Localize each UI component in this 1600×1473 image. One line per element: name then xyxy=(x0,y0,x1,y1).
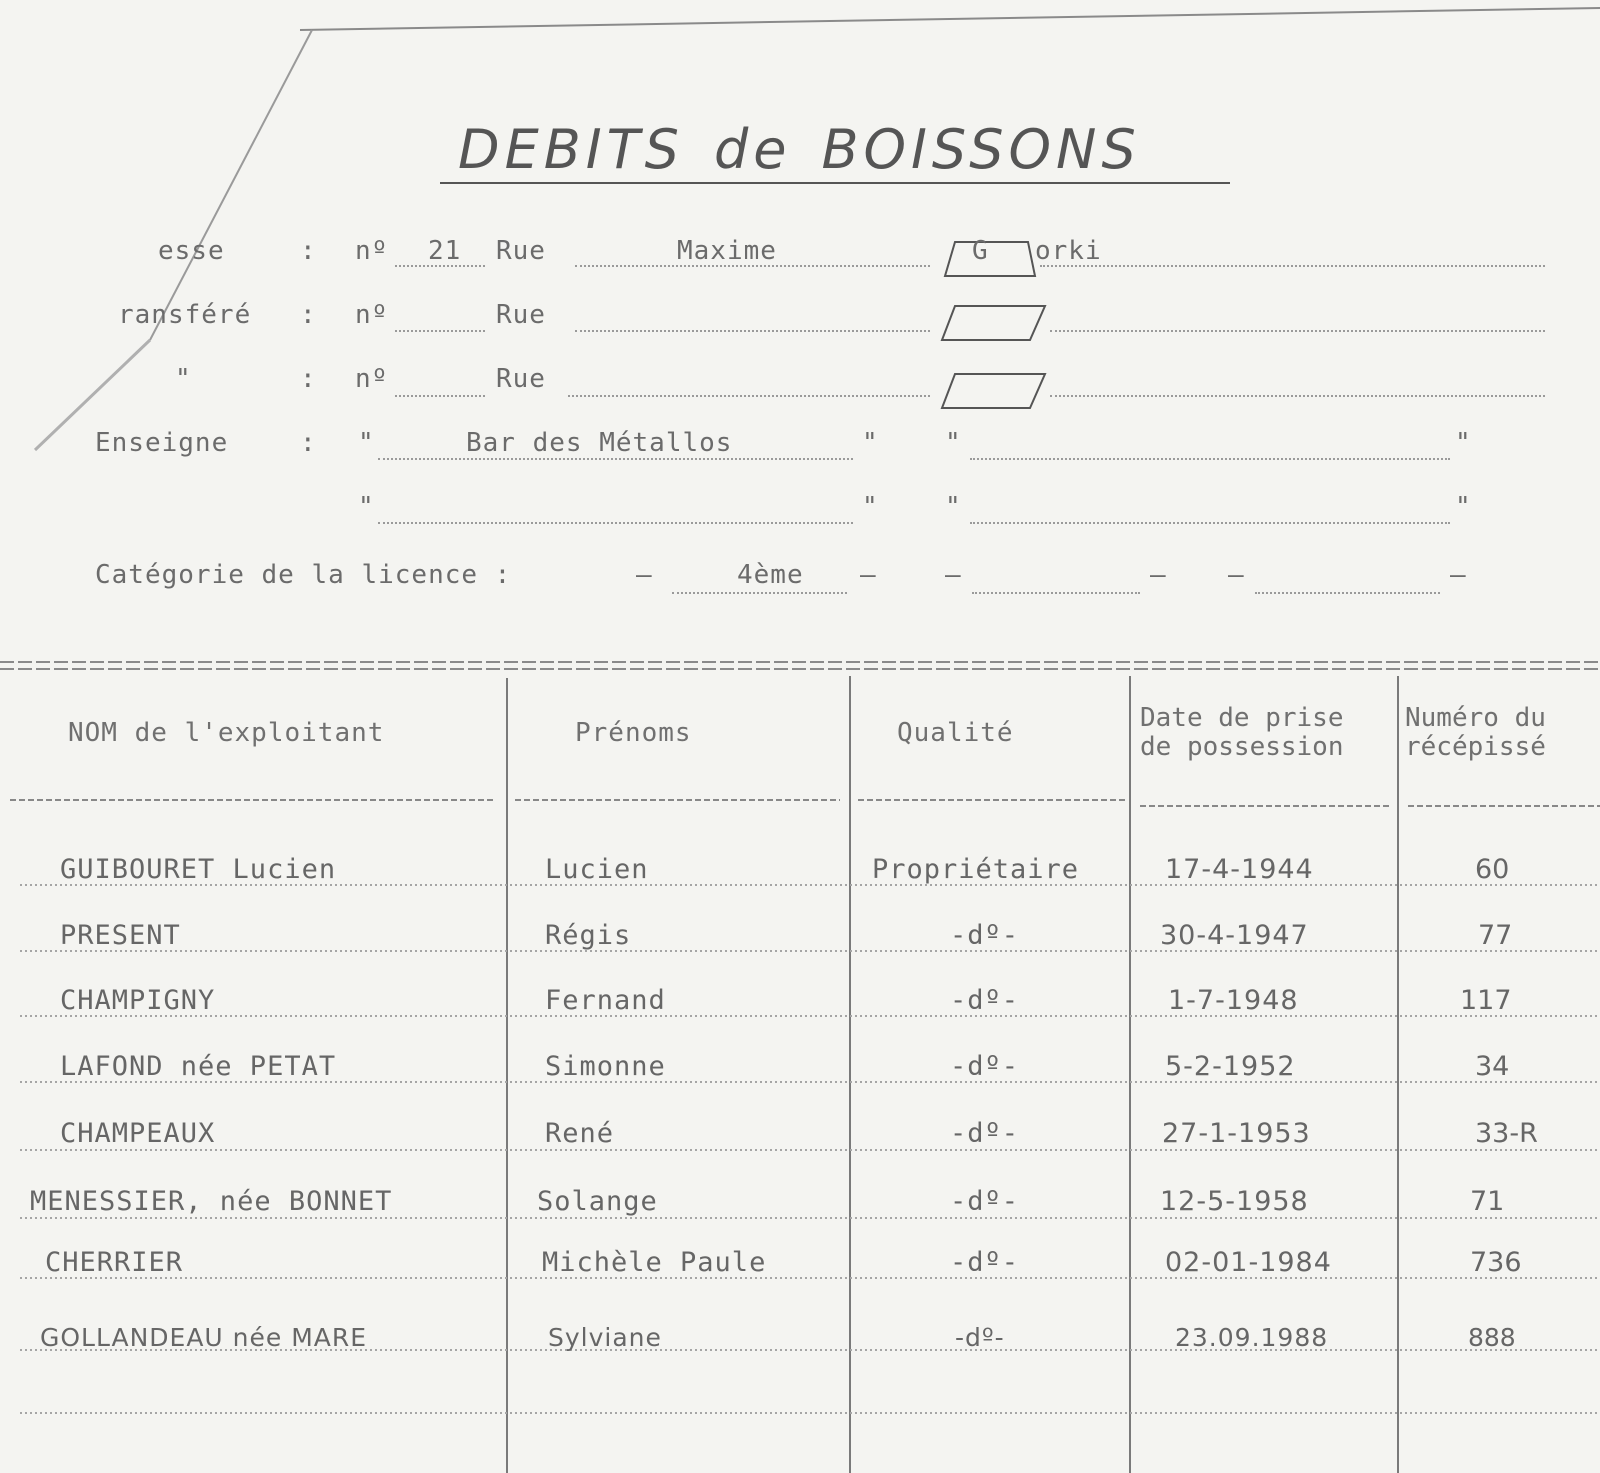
cell-qualite: -dº- xyxy=(955,1323,1005,1352)
cell-date: 1-7-1948 xyxy=(1168,985,1299,1016)
transfer1-rue-label: Rue xyxy=(496,300,546,330)
address-number: 21 xyxy=(428,236,462,266)
categorie-label: Catégorie de la licence : xyxy=(95,560,512,590)
categorie-dash-4: – xyxy=(1150,560,1167,590)
cell-nom: LAFOND née PETAT xyxy=(60,1051,337,1082)
address-label: esse xyxy=(158,236,225,266)
cell-numero: 77 xyxy=(1478,920,1513,951)
enseigne2-quote-open: " xyxy=(358,492,375,522)
cell-nom: CHERRIER xyxy=(45,1247,184,1278)
enseigne2-quote-open-2: " xyxy=(945,492,962,522)
enseigne-quote-close: " xyxy=(862,428,879,458)
header-nom: NOM de l'exploitant xyxy=(68,718,385,748)
categorie-dash-6: – xyxy=(1450,560,1467,590)
cell-nom: CHAMPIGNY xyxy=(60,985,216,1016)
cell-prenoms: Sylviane xyxy=(548,1323,662,1352)
categorie-dash-5: – xyxy=(1228,560,1245,590)
cell-numero: 60 xyxy=(1475,854,1510,885)
cell-date: 30-4-1947 xyxy=(1160,920,1309,951)
cell-qualite: -dº- xyxy=(950,1051,1020,1082)
enseigne-sep: : xyxy=(300,428,317,458)
header-date: Date de prise de possession xyxy=(1140,703,1344,762)
address-no-label: nº xyxy=(355,236,389,266)
cell-nom: PRESENT xyxy=(60,920,181,951)
cell-numero: 736 xyxy=(1470,1247,1522,1278)
cell-qualite: -dº- xyxy=(950,985,1020,1016)
categorie-dash-2: – xyxy=(860,560,877,590)
transfer2-sep: : xyxy=(300,364,317,394)
cell-date: 02-01-1984 xyxy=(1165,1247,1332,1278)
enseigne-label: Enseigne xyxy=(95,428,229,458)
cell-prenoms: Lucien xyxy=(545,854,649,885)
enseigne-quote-open: " xyxy=(358,428,375,458)
cell-date: 27-1-1953 xyxy=(1162,1118,1311,1149)
address-rue-label: Rue xyxy=(496,236,546,266)
cell-date: 23.09.1988 xyxy=(1175,1323,1329,1352)
cell-prenoms: Fernand xyxy=(545,985,666,1016)
cell-numero: 888 xyxy=(1468,1323,1516,1352)
cell-nom: GOLLANDEAU née MARE xyxy=(40,1323,368,1352)
cell-numero: 33-R xyxy=(1475,1118,1538,1149)
cell-prenoms: René xyxy=(545,1118,615,1149)
cell-qualite: -dº- xyxy=(950,1118,1020,1149)
transfer1-sep: : xyxy=(300,300,317,330)
cell-date: 17-4-1944 xyxy=(1165,854,1314,885)
address-box-value: G xyxy=(972,236,989,266)
cell-date: 5-2-1952 xyxy=(1165,1051,1296,1082)
cell-qualite: -dº- xyxy=(950,1247,1020,1278)
box-3 xyxy=(942,374,1045,408)
cell-numero: 34 xyxy=(1475,1051,1510,1082)
categorie-dash-3: – xyxy=(945,560,962,590)
transfer2-rue-label: Rue xyxy=(496,364,546,394)
cell-prenoms: Solange xyxy=(537,1186,658,1217)
header-numero: Numéro du récépissé xyxy=(1405,703,1546,762)
transfer1-label: ransféré xyxy=(118,300,252,330)
cell-qualite: -dº- xyxy=(950,1186,1020,1217)
categorie-value: 4ème xyxy=(737,560,804,590)
enseigne-quote-open-2: " xyxy=(945,428,962,458)
cell-prenoms: Simonne xyxy=(545,1051,666,1082)
header-qualite: Qualité xyxy=(897,718,1014,748)
cell-prenoms: Régis xyxy=(545,920,632,951)
transfer1-no-label: nº xyxy=(355,300,389,330)
cell-date: 12-5-1958 xyxy=(1160,1186,1309,1217)
box-2 xyxy=(942,306,1045,340)
cell-qualite: -dº- xyxy=(950,920,1020,951)
address-street-rest: orki xyxy=(1035,236,1102,266)
cell-nom: MENESSIER, née BONNET xyxy=(30,1186,393,1217)
box-1 xyxy=(945,242,1035,276)
address-street: Maxime xyxy=(677,236,777,266)
enseigne-quote-close-2: " xyxy=(1455,428,1472,458)
enseigne-value: Bar des Métallos xyxy=(466,428,733,458)
cell-qualite: Propriétaire xyxy=(872,854,1080,885)
cell-numero: 71 xyxy=(1470,1186,1505,1217)
categorie-dash-1: – xyxy=(636,560,653,590)
transfer2-label: " xyxy=(175,364,192,394)
cell-nom: CHAMPEAUX xyxy=(60,1118,216,1149)
cell-prenoms: Michèle Paule xyxy=(542,1247,767,1278)
cell-numero: 117 xyxy=(1460,985,1512,1016)
header-prenoms: Prénoms xyxy=(575,718,692,748)
document-title: DEBITS de BOISSONS xyxy=(458,118,1141,181)
enseigne2-quote-close-2: " xyxy=(1455,492,1472,522)
transfer2-no-label: nº xyxy=(355,364,389,394)
address-sep: : xyxy=(300,236,317,266)
enseigne2-quote-close: " xyxy=(862,492,879,522)
cell-nom: GUIBOURET Lucien xyxy=(60,854,337,885)
